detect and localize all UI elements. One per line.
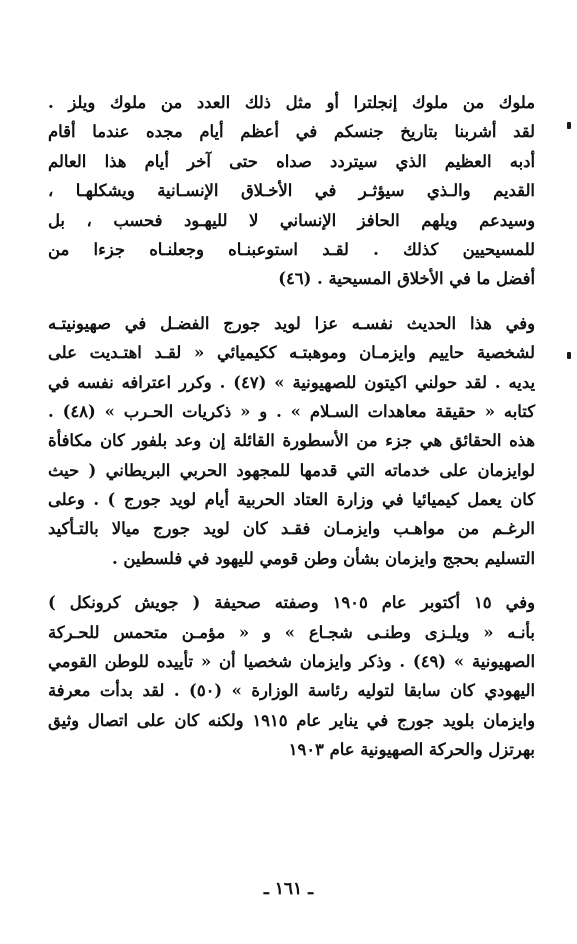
text-line: وفي هذا الحديث نفسـه عزا لويد جورج الفضـل في صهيونيتـه (48, 313, 535, 333)
book-page-text (48, 88, 535, 765)
text-line: ملوك من ملوك إنجلترا أو مثل ذلك العدد من ملوك ويلز . (48, 93, 535, 112)
text-line: بهرتزل والحركة الصهيونية عام ١٩٠٣ (288, 740, 535, 760)
page-number: ـ ١٦١ ـ (263, 879, 314, 899)
text-line: كان يعمل كيميائيا في وزارة العتاد الحربية أيام لويد جورج ) . وعلى (48, 490, 535, 510)
text-line: أفضل ما في الأخلاق المسيحية . (٤٦) (278, 269, 535, 289)
text-line: القديم والـذي سيؤثـر في الأخـلاق الإنسـانية ويشكلهـا ، (48, 181, 535, 201)
text-line: اليهودي كان سابقا لتوليه رئاسة الوزارة » (٥٠) . لقد بدأت معرفة (48, 681, 535, 701)
text-line: لشخصية حاييم وايزمـان وموهبتـه ككيميائي « لقـد اهتـديت على (48, 343, 535, 363)
text-line: وايزمان بلويد جورج في يناير عام ١٩١٥ ولكنه كان على اتصال وثيق (48, 710, 535, 730)
text-line: يديه . لقد حولني اكيتون للصهيونية » (٤٧) . وكرر اعترافه نفسه في (48, 372, 536, 392)
text-line: وفي ١٥ أكتوبر عام ١٩٠٥ وصفته صحيفة ( جويش كرونكل ) (48, 593, 535, 613)
text-line: التسليم بحجج وايزمان بشأن وطن قومي لليهود في فلسطين . (112, 548, 535, 568)
scan-speck-top (567, 122, 571, 129)
text-line: للمسيحيين كذلك . لقـد استوعبنـاه وجعلنـاه جزءا من (48, 239, 535, 259)
text-line: أدبه العظيم الذي سيتردد صداه حتى آخر أيام هذا العالم (48, 151, 535, 171)
text-line: لوايزمان على خدماته التي قدمها للمجهود الحربي البريطاني ( حيث (48, 460, 535, 480)
text-line: لقد أشربنا بتاريخ جنسكم في أعظم أيام مجده عندما أقام (48, 122, 535, 142)
scan-speck-middle (567, 352, 571, 359)
text-line: الصهيونية » (٤٩) . وذكر وايزمان شخصيا أن « تأييده للوطن القومي (48, 652, 536, 672)
text-line: هذه الحقائق هي جزء من الأسطورة القائلة إن وعد بلفور كان مكافأة (48, 431, 535, 451)
text-line: كتابه « حقيقة معاهدات السـلام » . و « ذكريات الحـرب » (٤٨) . (48, 401, 536, 421)
paragraph-quote-continuation (48, 88, 535, 294)
paragraph-jewish-chronicle (48, 588, 535, 764)
text-line: الرغـم من مواهـب وايزمـان فقـد كان لويد جورج ميالا بالتـأكيد (48, 519, 535, 539)
text-line: وسيدعم ويلهم الحافز الإنساني لا لليهـود فحسب ، بل (48, 210, 535, 230)
paragraph-lloyd-george-weizmann (48, 309, 535, 574)
text-line: بأنـه « ويلـزى وطنـى شجـاع » و « مؤمـن متحمس للحـركة (48, 622, 535, 642)
